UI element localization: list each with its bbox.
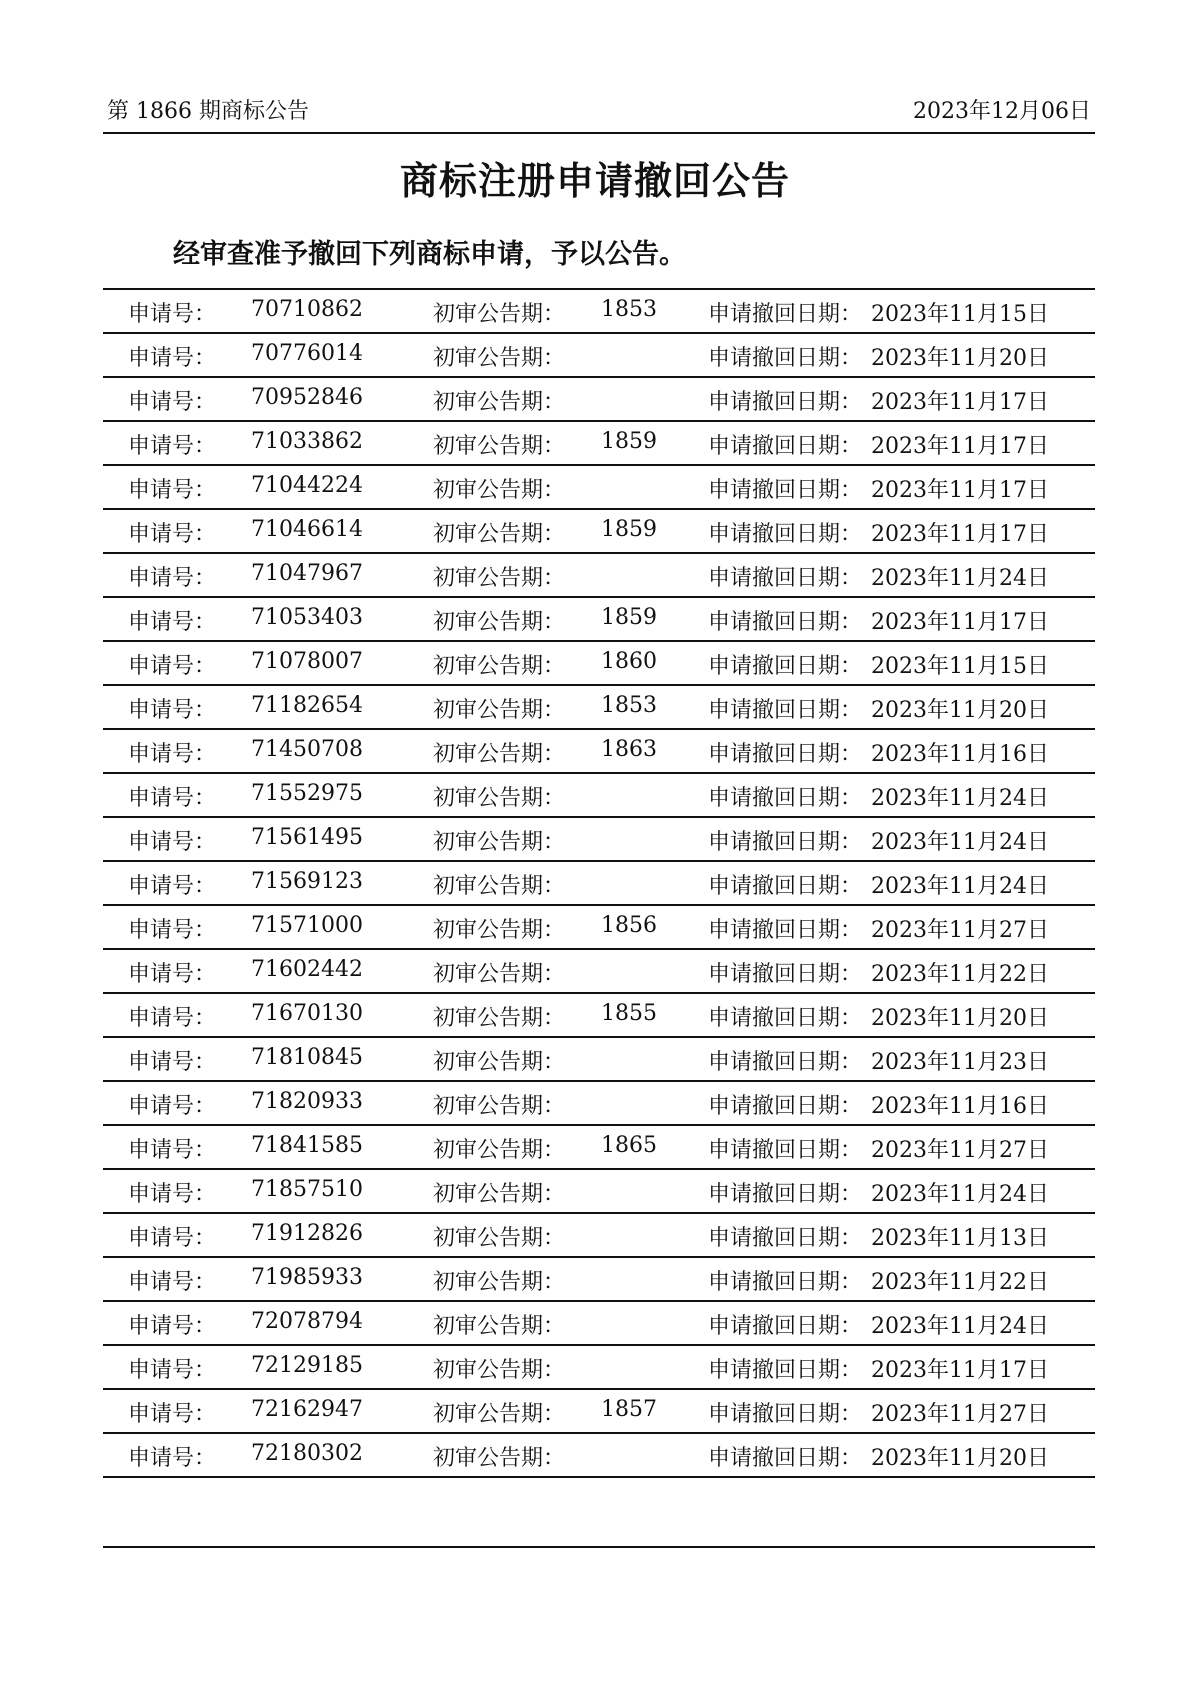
table-row	[103, 994, 1095, 1038]
application-no: 71841585	[251, 1133, 363, 1158]
withdrawal-date: 2023年11月24日	[871, 874, 1049, 899]
withdrawal-date: 2023年11月24日	[871, 830, 1049, 855]
withdrawal-date-label: 申请撤回日期：	[708, 390, 863, 415]
application-no: 72078794	[251, 1309, 363, 1334]
preliminary-issue: 1855	[601, 1001, 657, 1026]
preliminary-issue-label: 初审公告期：	[433, 698, 566, 723]
preliminary-issue: 1857	[601, 1397, 657, 1422]
withdrawal-date-label: 申请撤回日期：	[708, 566, 863, 591]
table-row	[103, 1038, 1095, 1082]
withdrawal-date-label: 申请撤回日期：	[708, 610, 863, 635]
preliminary-issue-label: 初审公告期：	[433, 610, 566, 635]
withdrawal-date: 2023年11月24日	[871, 1314, 1049, 1339]
withdrawal-date: 2023年11月27日	[871, 918, 1049, 943]
page-title: 商标注册申请撤回公告	[399, 158, 790, 203]
withdrawal-date: 2023年11月17日	[871, 610, 1049, 635]
application-no-label: 申请号：	[128, 566, 217, 591]
preliminary-issue-label: 初审公告期：	[433, 1094, 566, 1119]
withdrawal-date: 2023年11月16日	[871, 742, 1049, 767]
preliminary-issue-label: 初审公告期：	[433, 1182, 566, 1207]
application-no-label: 申请号：	[128, 918, 217, 943]
table-row	[103, 686, 1095, 730]
withdrawal-date-label: 申请撤回日期：	[708, 1358, 863, 1383]
preliminary-issue-label: 初审公告期：	[433, 1446, 566, 1471]
application-no-label: 申请号：	[128, 346, 217, 371]
withdrawal-date-label: 申请撤回日期：	[708, 1050, 863, 1075]
table-row	[103, 598, 1095, 642]
application-no-label: 申请号：	[128, 1314, 217, 1339]
application-no-label: 申请号：	[128, 786, 217, 811]
issue-number: 第 1866 期商标公告	[107, 99, 309, 124]
withdrawal-date-label: 申请撤回日期：	[708, 434, 863, 459]
table-row	[103, 862, 1095, 906]
preliminary-issue-label: 初审公告期：	[433, 346, 566, 371]
withdrawal-date: 2023年11月23日	[871, 1050, 1049, 1075]
application-no: 72162947	[251, 1397, 363, 1422]
application-no-label: 申请号：	[128, 1270, 217, 1295]
application-no: 72129185	[251, 1353, 363, 1378]
application-no-label: 申请号：	[128, 434, 217, 459]
application-no: 71670130	[251, 1001, 363, 1026]
application-no: 71047967	[251, 561, 363, 586]
application-no-label: 申请号：	[128, 654, 217, 679]
application-no: 71571000	[251, 913, 363, 938]
withdrawal-date: 2023年11月15日	[871, 654, 1049, 679]
withdrawal-date-label: 申请撤回日期：	[708, 962, 863, 987]
application-no-label: 申请号：	[128, 742, 217, 767]
table-row	[103, 1258, 1095, 1302]
withdrawal-date: 2023年11月24日	[871, 1182, 1049, 1207]
application-no-label: 申请号：	[128, 1006, 217, 1031]
withdrawal-date-label: 申请撤回日期：	[708, 302, 863, 327]
table-row	[103, 1126, 1095, 1170]
application-no-label: 申请号：	[128, 830, 217, 855]
withdrawal-date-label: 申请撤回日期：	[708, 1270, 863, 1295]
withdrawal-date-label: 申请撤回日期：	[708, 1006, 863, 1031]
application-no-label: 申请号：	[128, 390, 217, 415]
withdrawal-date: 2023年11月22日	[871, 962, 1049, 987]
withdrawal-date: 2023年11月17日	[871, 522, 1049, 547]
preliminary-issue: 1853	[601, 693, 657, 718]
intro-text: 经审查准予撤回下列商标申请，予以公告。	[173, 239, 686, 270]
preliminary-issue: 1859	[601, 605, 657, 630]
preliminary-issue-label: 初审公告期：	[433, 434, 566, 459]
withdrawal-date: 2023年11月24日	[871, 786, 1049, 811]
withdrawal-date: 2023年11月20日	[871, 346, 1049, 371]
withdrawal-date: 2023年11月20日	[871, 1006, 1049, 1031]
preliminary-issue: 1853	[601, 297, 657, 322]
application-no: 71561495	[251, 825, 363, 850]
withdrawal-date: 2023年11月20日	[871, 698, 1049, 723]
withdrawal-date-label: 申请撤回日期：	[708, 346, 863, 371]
preliminary-issue-label: 初审公告期：	[433, 830, 566, 855]
application-no-label: 申请号：	[128, 698, 217, 723]
withdrawal-date-label: 申请撤回日期：	[708, 830, 863, 855]
withdrawal-date: 2023年11月22日	[871, 1270, 1049, 1295]
preliminary-issue-label: 初审公告期：	[433, 742, 566, 767]
table-row	[103, 378, 1095, 422]
preliminary-issue: 1860	[601, 649, 657, 674]
preliminary-issue-label: 初审公告期：	[433, 654, 566, 679]
preliminary-issue-label: 初审公告期：	[433, 918, 566, 943]
application-no: 71046614	[251, 517, 363, 542]
withdrawal-date-label: 申请撤回日期：	[708, 874, 863, 899]
table-row	[103, 1390, 1095, 1434]
application-no: 71044224	[251, 473, 363, 498]
table-row	[103, 1170, 1095, 1214]
application-no-label: 申请号：	[128, 1402, 217, 1427]
application-no-label: 申请号：	[128, 302, 217, 327]
preliminary-issue-label: 初审公告期：	[433, 478, 566, 503]
application-no: 71078007	[251, 649, 363, 674]
withdrawal-date-label: 申请撤回日期：	[708, 1314, 863, 1339]
application-no: 70710862	[251, 297, 363, 322]
application-no: 71552975	[251, 781, 363, 806]
application-no: 71450708	[251, 737, 363, 762]
preliminary-issue-label: 初审公告期：	[433, 1006, 566, 1031]
withdrawal-date-label: 申请撤回日期：	[708, 478, 863, 503]
withdrawal-date-label: 申请撤回日期：	[708, 1138, 863, 1163]
preliminary-issue-label: 初审公告期：	[433, 786, 566, 811]
application-no-label: 申请号：	[128, 1446, 217, 1471]
withdrawal-date: 2023年11月27日	[871, 1138, 1049, 1163]
table-row	[103, 1346, 1095, 1390]
application-no: 71602442	[251, 957, 363, 982]
application-no-label: 申请号：	[128, 1138, 217, 1163]
application-no-label: 申请号：	[128, 1050, 217, 1075]
preliminary-issue-label: 初审公告期：	[433, 962, 566, 987]
preliminary-issue-label: 初审公告期：	[433, 1270, 566, 1295]
application-no: 71912826	[251, 1221, 363, 1246]
preliminary-issue-label: 初审公告期：	[433, 1402, 566, 1427]
application-no-label: 申请号：	[128, 610, 217, 635]
application-no: 71569123	[251, 869, 363, 894]
withdrawal-date: 2023年11月17日	[871, 1358, 1049, 1383]
preliminary-issue-label: 初审公告期：	[433, 566, 566, 591]
table-row	[103, 422, 1095, 466]
withdrawal-date-label: 申请撤回日期：	[708, 1182, 863, 1207]
table-row	[103, 1302, 1095, 1346]
table-row	[103, 554, 1095, 598]
header-divider	[103, 132, 1095, 134]
application-no-label: 申请号：	[128, 522, 217, 547]
table-row	[103, 642, 1095, 686]
withdrawal-date-label: 申请撤回日期：	[708, 698, 863, 723]
application-no: 70952846	[251, 385, 363, 410]
application-no-label: 申请号：	[128, 1226, 217, 1251]
application-no-label: 申请号：	[128, 1094, 217, 1119]
withdrawal-date: 2023年11月16日	[871, 1094, 1049, 1119]
table-row	[103, 466, 1095, 510]
application-no-label: 申请号：	[128, 1358, 217, 1383]
application-no-label: 申请号：	[128, 962, 217, 987]
withdrawal-date-label: 申请撤回日期：	[708, 1446, 863, 1471]
withdrawal-date-label: 申请撤回日期：	[708, 918, 863, 943]
application-no: 71053403	[251, 605, 363, 630]
withdrawal-date-label: 申请撤回日期：	[708, 786, 863, 811]
table-row	[103, 774, 1095, 818]
application-no-label: 申请号：	[128, 874, 217, 899]
table-row	[103, 730, 1095, 774]
application-no: 71820933	[251, 1089, 363, 1114]
withdrawal-date-label: 申请撤回日期：	[708, 1226, 863, 1251]
withdrawal-date-label: 申请撤回日期：	[708, 742, 863, 767]
withdrawal-date: 2023年11月27日	[871, 1402, 1049, 1427]
withdrawal-date: 2023年11月17日	[871, 478, 1049, 503]
application-no: 71033862	[251, 429, 363, 454]
application-no: 71857510	[251, 1177, 363, 1202]
preliminary-issue-label: 初审公告期：	[433, 522, 566, 547]
footer-divider	[103, 1546, 1095, 1548]
preliminary-issue: 1859	[601, 517, 657, 542]
table-row	[103, 906, 1095, 950]
withdrawal-date-label: 申请撤回日期：	[708, 1402, 863, 1427]
application-no-label: 申请号：	[128, 1182, 217, 1207]
preliminary-issue-label: 初审公告期：	[433, 1050, 566, 1075]
withdrawal-date: 2023年11月24日	[871, 566, 1049, 591]
preliminary-issue-label: 初审公告期：	[433, 1358, 566, 1383]
page-header	[103, 92, 1093, 132]
withdrawal-date: 2023年11月17日	[871, 390, 1049, 415]
preliminary-issue: 1865	[601, 1133, 657, 1158]
table-row	[103, 510, 1095, 554]
application-no-label: 申请号：	[128, 478, 217, 503]
application-no: 70776014	[251, 341, 363, 366]
withdrawal-date: 2023年11月15日	[871, 302, 1049, 327]
table-row	[103, 1082, 1095, 1126]
preliminary-issue-label: 初审公告期：	[433, 390, 566, 415]
preliminary-issue-label: 初审公告期：	[433, 1226, 566, 1251]
records-table	[103, 288, 1095, 1478]
table-row	[103, 1434, 1095, 1478]
withdrawal-date-label: 申请撤回日期：	[708, 522, 863, 547]
preliminary-issue: 1863	[601, 737, 657, 762]
preliminary-issue-label: 初审公告期：	[433, 302, 566, 327]
application-no: 72180302	[251, 1441, 363, 1466]
withdrawal-date: 2023年11月17日	[871, 434, 1049, 459]
application-no: 71985933	[251, 1265, 363, 1290]
preliminary-issue-label: 初审公告期：	[433, 1314, 566, 1339]
withdrawal-date-label: 申请撤回日期：	[708, 1094, 863, 1119]
preliminary-issue: 1856	[601, 913, 657, 938]
withdrawal-date: 2023年11月20日	[871, 1446, 1049, 1471]
withdrawal-date: 2023年11月13日	[871, 1226, 1049, 1251]
preliminary-issue-label: 初审公告期：	[433, 1138, 566, 1163]
withdrawal-date-label: 申请撤回日期：	[708, 654, 863, 679]
application-no: 71810845	[251, 1045, 363, 1070]
table-row	[103, 334, 1095, 378]
table-row	[103, 818, 1095, 862]
table-row	[103, 290, 1095, 334]
table-row	[103, 950, 1095, 994]
preliminary-issue: 1859	[601, 429, 657, 454]
publication-date: 2023年12月06日	[913, 99, 1091, 124]
application-no: 71182654	[251, 693, 363, 718]
table-row	[103, 1214, 1095, 1258]
preliminary-issue-label: 初审公告期：	[433, 874, 566, 899]
